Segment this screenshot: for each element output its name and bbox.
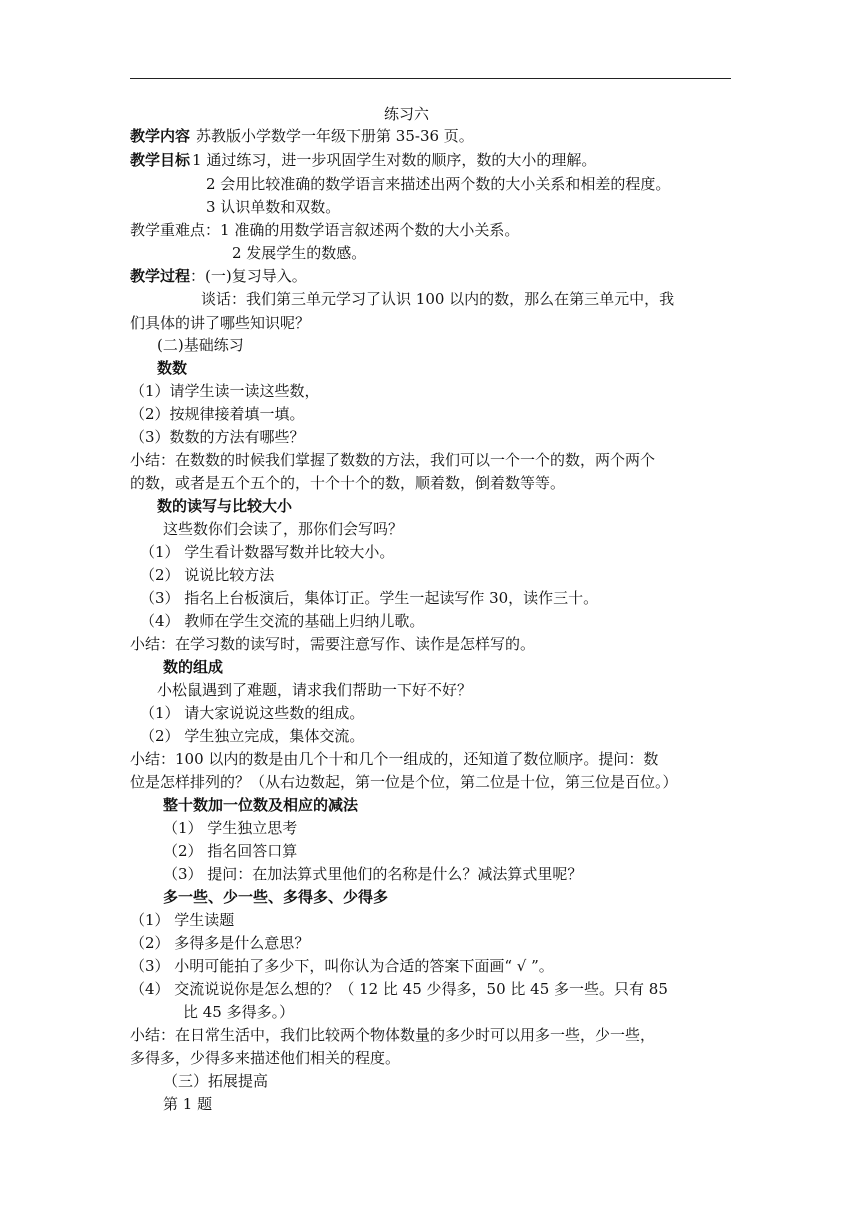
talk-2: 们具体的讲了哪些知识呢？ [130, 314, 311, 332]
read-write-summary: 小结：在学习数的读写时，需要注意写作、读作是怎样写的。 [130, 635, 536, 653]
content-line [130, 125, 474, 147]
process-line [130, 265, 307, 287]
question-1: 第 1 题 [163, 1095, 213, 1113]
more-less-3: （3） 小明可能拍了多少下，叫你认为合适的答案下面画“ √ ”。 [130, 957, 554, 975]
step-2: (二)基础练习 [157, 336, 244, 354]
goal-line [130, 149, 596, 171]
heading-read-write: 数的读写与比较大小 [157, 497, 293, 515]
count-summary-2: 的数，或者是五个五个的，十个十个的数，顺着数，倒着数等等。 [130, 474, 566, 492]
more-less-4-continued: 比 45 多得多。） [183, 1003, 295, 1021]
read-write-intro: 这些数你们会读了，那你们会写吗？ [163, 520, 404, 538]
addition-2: （2） 指名回答口算 [163, 842, 298, 860]
goal-label: 教学目标 [130, 151, 191, 169]
content-label: 教学内容 [130, 127, 191, 145]
page-title: 练习六 [384, 105, 430, 123]
count-summary-1: 小结：在数数的时候我们掌握了数数的方法，我们可以一个一个的数，两个两个 [130, 451, 656, 469]
read-write-3: （3） 指名上台板演后，集体订正。学生一起读写作 30，读作三十。 [140, 589, 599, 607]
more-less-2: （2） 多得多是什么意思？ [130, 934, 310, 952]
heading-composition: 数的组成 [163, 658, 224, 676]
composition-intro: 小松鼠遇到了难题，请求我们帮助一下好不好？ [157, 681, 473, 699]
more-less-1: （1） 学生读题 [130, 911, 235, 929]
composition-summary-1: 小结：100 以内的数是由几个十和几个一组成的，还知道了数位顺序。提问：数 [130, 750, 659, 768]
more-less-4: （4） 交流说说你是怎么想的？（ 12 比 45 少得多，50 比 45 多一些。只有 85 [130, 980, 668, 998]
more-less-summary-2: 多得多，少得多来描述他们相关的程度。 [130, 1049, 401, 1067]
key-1: 1 准确的用数学语言叙述两个数的大小关系。 [220, 221, 520, 239]
heading-count: 数数 [157, 359, 188, 377]
talk-1: 谈话：我们第三单元学习了认识 100 以内的数，那么在第三单元中，我 [201, 290, 675, 308]
header-rule [130, 78, 731, 79]
count-1: （1）请学生读一读这些数， [130, 382, 320, 400]
addition-1: （1） 学生独立思考 [163, 819, 298, 837]
count-3: （3）数数的方法有哪些？ [130, 428, 305, 446]
count-2: （2）按规律接着填一填。 [130, 405, 305, 423]
step-1: (一)复习导入。 [205, 267, 307, 285]
heading-addition: 整十数加一位数及相应的减法 [163, 796, 359, 814]
key-2: 2 发展学生的数感。 [232, 244, 367, 262]
goal-2: 2 会用比较准确的数学语言来描述出两个数的大小关系和相差的程度。 [206, 175, 671, 193]
read-write-4: （4） 教师在学生交流的基础上归纳儿歌。 [140, 612, 425, 630]
process-colon: ： [190, 267, 206, 285]
key-line [130, 219, 519, 241]
composition-summary-2: 位是怎样排列的？（从右边数起，第一位是个位，第二位是十位，第三位是百位。） [130, 773, 678, 791]
addition-3: （3） 提问：在加法算式里他们的名称是什么？减法算式里呢？ [163, 865, 583, 883]
step-3: （三）拓展提高 [163, 1072, 269, 1090]
content-text: 苏教版小学数学一年级下册第 35-36 页。 [196, 127, 474, 145]
read-write-1: （1） 学生看计数器写数并比较大小。 [140, 543, 395, 561]
heading-more-less: 多一些、少一些、多得多、少得多 [163, 888, 389, 906]
read-write-2: （2） 说说比较方法 [140, 566, 275, 584]
key-label: 教学重难点： [130, 221, 221, 239]
process-label: 教学过程 [130, 267, 191, 285]
more-less-summary-1: 小结：在日常生活中，我们比较两个物体数量的多少时可以用多一些，少一些， [130, 1026, 656, 1044]
composition-2: （2） 学生独立完成，集体交流。 [140, 727, 365, 745]
goal-3: 3 认识单数和双数。 [206, 198, 341, 216]
composition-1: （1） 请大家说说这些数的组成。 [140, 704, 365, 722]
goal-1: 1 通过练习，进一步巩固学生对数的顺序，数的大小的理解。 [192, 151, 597, 169]
